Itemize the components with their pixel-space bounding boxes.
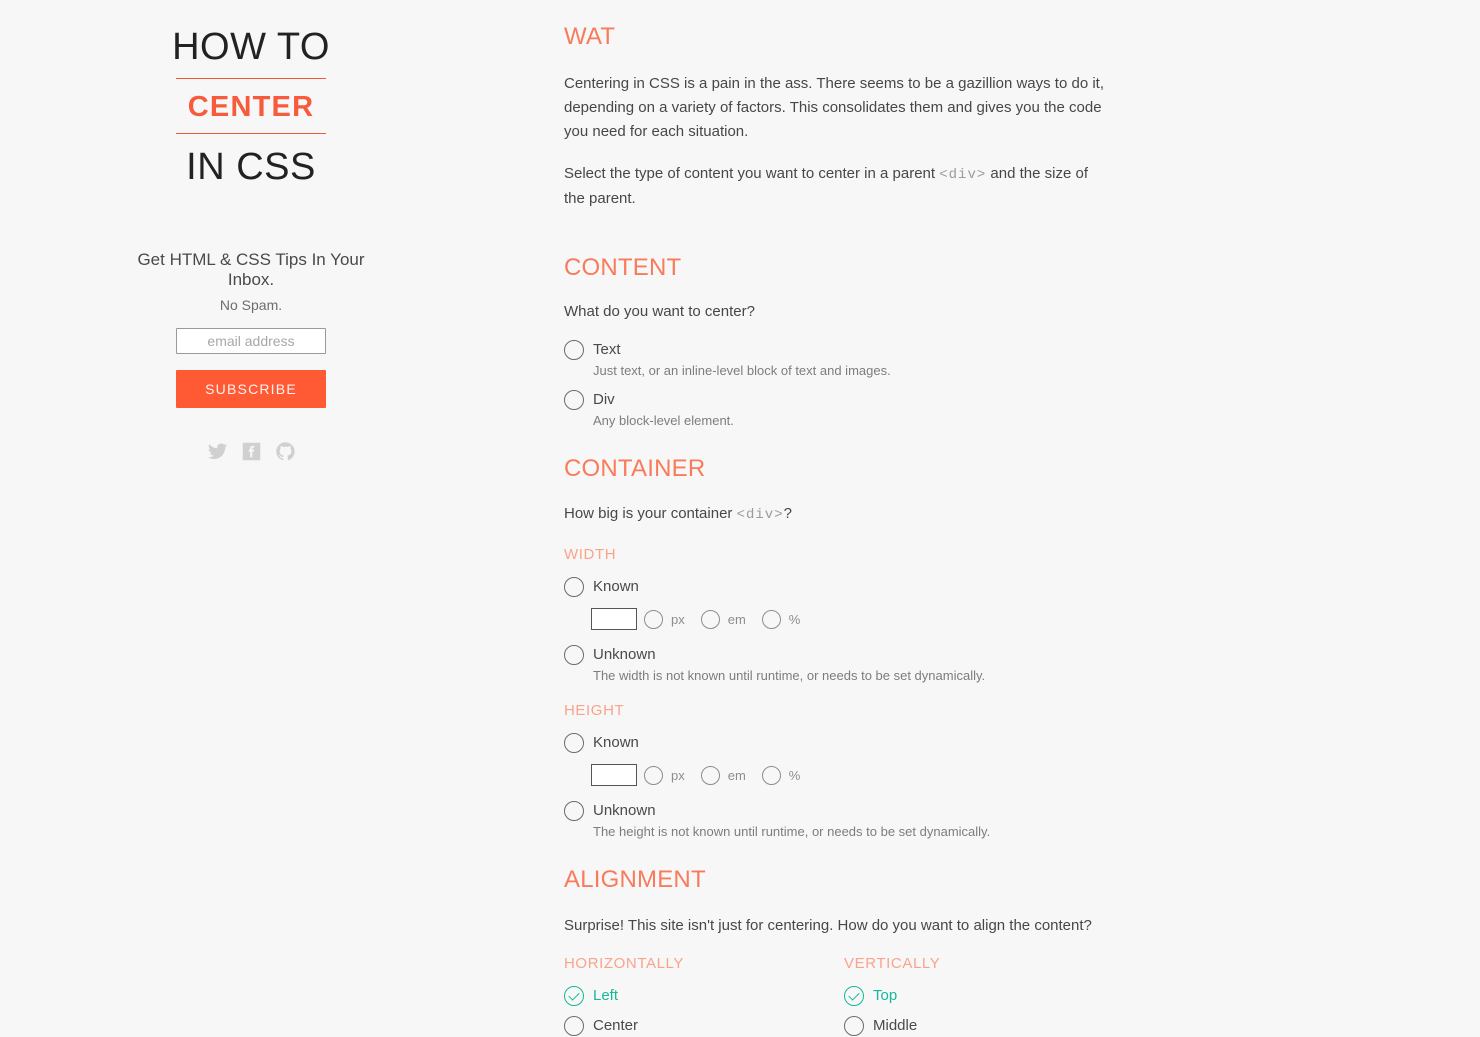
width-known-label: Known (593, 578, 639, 595)
content-option-div[interactable] (564, 387, 1124, 430)
radio-content-text[interactable] (564, 340, 584, 360)
horizontally-label: HORIZONTALLY (564, 955, 684, 972)
width-unit-percent-label: % (788, 611, 801, 627)
height-unit-percent-label: % (788, 767, 801, 783)
logo-line-in-css: IN CSS (186, 146, 316, 188)
height-unknown-label: Unknown (593, 802, 656, 819)
radio-width-unit-em[interactable] (701, 610, 720, 629)
wat-paragraph-2-after: and the size of the parent. (564, 165, 1088, 207)
wat-paragraph-2-before: Select the type of content you want to center in a parent (564, 165, 940, 182)
section-content (564, 253, 1124, 430)
width-units-row (591, 606, 1124, 632)
content-option-text-label: Text (593, 341, 621, 358)
radio-width-known[interactable] (564, 577, 584, 597)
radio-width-unknown[interactable] (564, 645, 584, 665)
radio-align-middle[interactable] (844, 1016, 864, 1036)
radio-align-center[interactable] (564, 1016, 584, 1036)
width-unit-em-label: em (727, 611, 746, 627)
width-unknown-description: The width is not known until runtime, or needs to be set dynamically. (593, 668, 986, 683)
alignment-option-left[interactable] (564, 983, 844, 1009)
alignment-heading: ALIGNMENT (564, 866, 706, 893)
social-links (0, 441, 502, 462)
height-value-input[interactable] (591, 764, 637, 786)
logo-divider-top (176, 78, 326, 79)
height-unit-em-label: em (727, 767, 746, 783)
height-known-label: Known (593, 734, 639, 751)
section-container (564, 454, 1124, 841)
container-heading: CONTAINER (564, 455, 706, 482)
github-link[interactable] (275, 441, 296, 462)
radio-width-unit-px[interactable] (644, 610, 663, 629)
logo-line-center: CENTER (187, 91, 315, 123)
facebook-icon (241, 441, 262, 462)
radio-height-known[interactable] (564, 733, 584, 753)
width-option-known[interactable] (564, 574, 1124, 600)
radio-height-unit-px[interactable] (644, 766, 663, 785)
wat-paragraph-2 (564, 162, 1106, 211)
width-unknown-label: Unknown (593, 646, 656, 663)
alignment-option-center[interactable] (564, 1013, 844, 1037)
alignment-question: Surprise! This site isn't just for centering. How do you want to align the content? (564, 917, 1092, 934)
sidebar (0, 0, 502, 462)
facebook-link[interactable] (241, 441, 262, 462)
alignment-horizontal-column (564, 954, 844, 1037)
site-logo (0, 20, 502, 194)
height-unknown-description: The height is not known until runtime, or needs to be set dynamically. (593, 824, 991, 839)
radio-align-top[interactable] (844, 986, 864, 1006)
alignment-option-center-label: Center (593, 1017, 639, 1034)
section-alignment (564, 865, 1124, 1037)
alignment-option-top[interactable] (844, 983, 1124, 1009)
alignment-option-middle-label: Middle (873, 1017, 918, 1034)
content-option-div-description: Any block-level element. (593, 413, 734, 428)
alignment-option-middle[interactable] (844, 1013, 1124, 1037)
content-question: What do you want to center? (564, 303, 755, 320)
logo-divider-bottom (176, 133, 326, 134)
section-wat (564, 22, 1124, 211)
radio-align-left[interactable] (564, 986, 584, 1006)
container-question-before: How big is your container (564, 505, 737, 522)
height-option-known[interactable] (564, 730, 1124, 756)
height-label: HEIGHT (564, 702, 625, 719)
content-option-text-description: Just text, or an inline-level block of text and images. (593, 363, 891, 378)
radio-height-unknown[interactable] (564, 801, 584, 821)
main-content (564, 22, 1124, 1037)
radio-height-unit-em[interactable] (701, 766, 720, 785)
radio-content-div[interactable] (564, 390, 584, 410)
twitter-link[interactable] (207, 441, 228, 462)
alignment-option-top-label: Top (873, 987, 898, 1004)
vertically-label: VERTICALLY (844, 955, 941, 972)
height-unit-px-label: px (671, 767, 685, 783)
logo-line-how-to: HOW TO (172, 26, 330, 68)
alignment-option-left-label: Left (593, 987, 619, 1004)
alignment-vertical-column (844, 954, 1124, 1037)
subscribe-button[interactable]: SUBSCRIBE (176, 370, 326, 408)
width-value-input[interactable] (591, 608, 637, 630)
container-question-after: ? (783, 505, 792, 522)
height-option-unknown[interactable] (564, 798, 1124, 841)
content-option-text[interactable] (564, 337, 1124, 380)
width-unit-px-label: px (671, 611, 685, 627)
width-label: WIDTH (564, 546, 617, 563)
width-option-unknown[interactable] (564, 642, 1124, 685)
twitter-icon (207, 441, 228, 462)
github-icon (275, 441, 296, 462)
wat-heading: WAT (564, 23, 616, 50)
radio-height-unit-percent[interactable] (762, 766, 781, 785)
div-tag-code-2: <div> (736, 507, 784, 523)
email-input[interactable] (176, 328, 326, 354)
wat-paragraph-1: Centering in CSS is a pain in the ass. There seems to be a gazillion ways to do it, depending on a variety of factors. This consolidates them and gives you the code you need for each situation. (564, 75, 1105, 140)
radio-width-unit-percent[interactable] (762, 610, 781, 629)
alignment-columns (564, 954, 1124, 1037)
newsletter-signup (0, 250, 502, 408)
newsletter-title: Get HTML & CSS Tips In Your Inbox. (137, 250, 365, 289)
content-option-div-label: Div (593, 391, 615, 408)
content-heading: CONTENT (564, 254, 682, 281)
height-units-row (591, 762, 1124, 788)
newsletter-subtitle: No Spam. (219, 297, 283, 313)
container-question (564, 503, 1124, 526)
div-tag-code-1: <div> (939, 167, 987, 183)
